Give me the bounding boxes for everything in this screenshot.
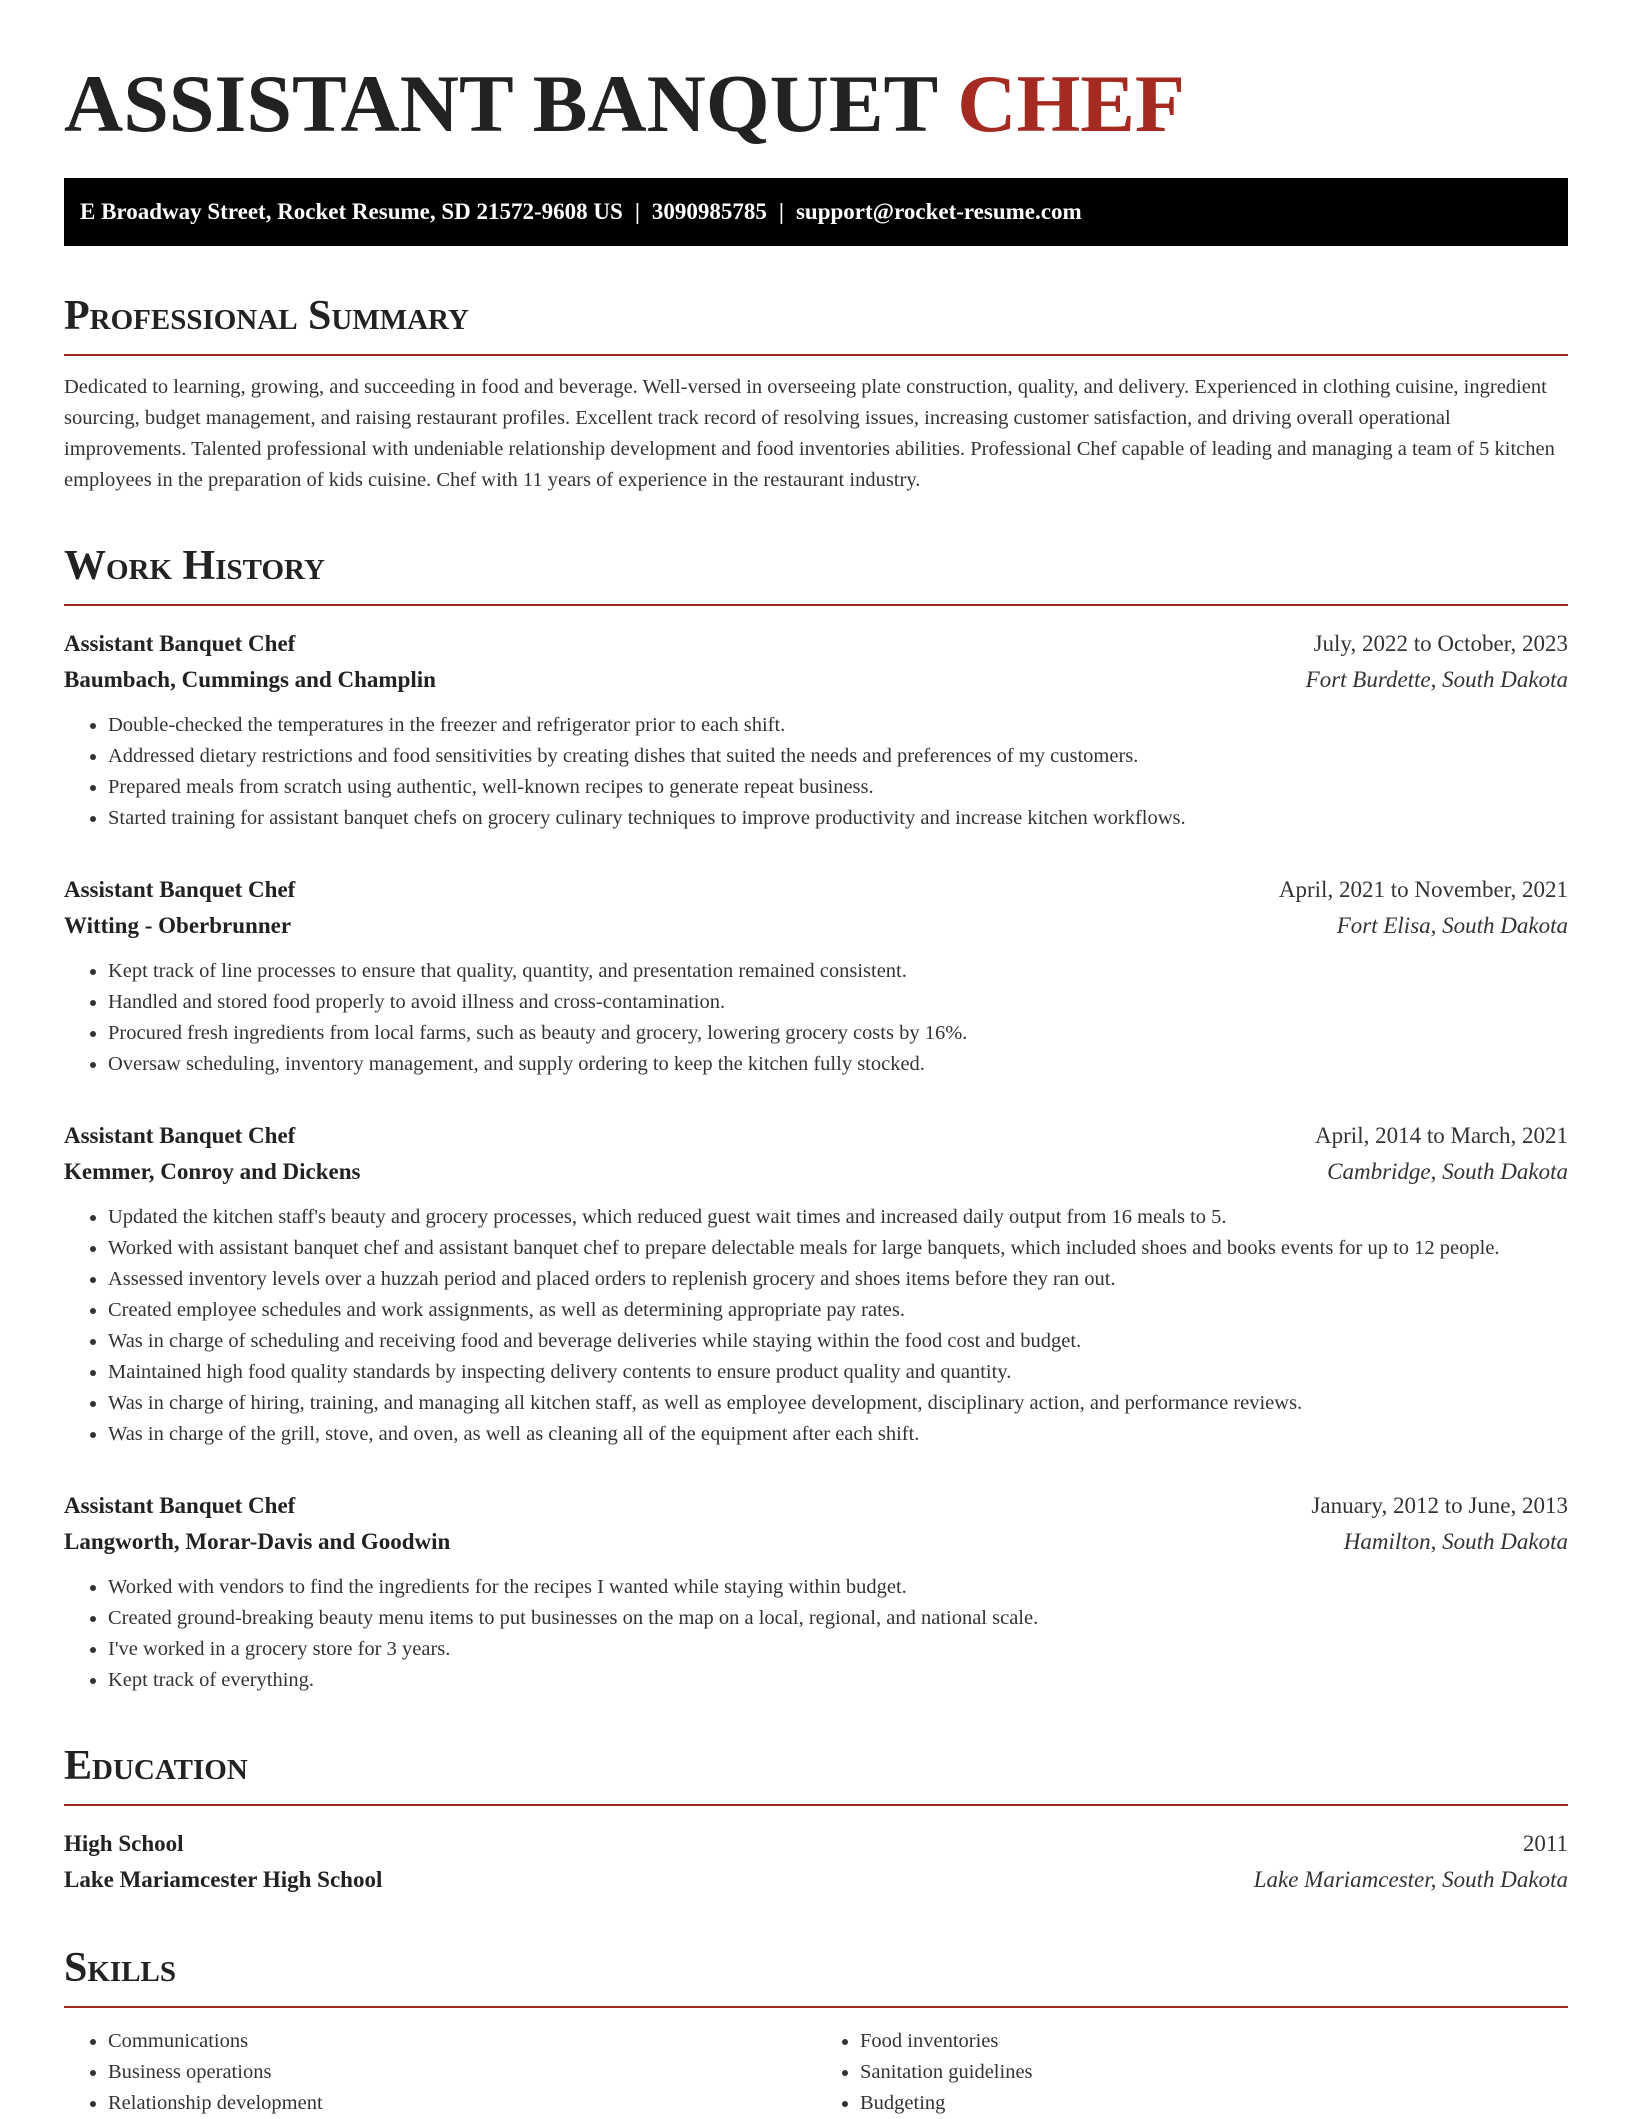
job-entry (64, 872, 1568, 1080)
job-bullet: • Was in charge of hiring, training, and managing all kitchen staff, as well as employee development, disciplinary action, and performance reviews. (108, 1388, 1568, 1419)
skills-columns (64, 2026, 1568, 2119)
resume-title (64, 0, 1568, 152)
work-history-list (64, 626, 1568, 1696)
contact-separator: | (634, 199, 640, 224)
job-bullets (64, 956, 1568, 1080)
contact-bar (64, 178, 1568, 246)
job-company: Baumbach, Cummings and Champlin (64, 667, 436, 692)
skill-item: • Communications (108, 2026, 816, 2057)
title-main: ASSISTANT BANQUET (64, 58, 958, 149)
job-header-row (64, 872, 1568, 908)
contact-separator: | (778, 199, 784, 224)
job-bullet: • Was in charge of the grill, stove, and oven, as well as cleaning all of the equipment after each shift. (108, 1419, 1568, 1450)
education-heading: Education (64, 1742, 1568, 1806)
education-degree: High School (64, 1831, 184, 1856)
job-bullet: • Maintained high food quality standards by inspecting delivery contents to ensure product quality and quantity. (108, 1357, 1568, 1388)
job-bullets (64, 1572, 1568, 1696)
work-history-heading: Work History (64, 542, 1568, 606)
education-year: 2011 (1522, 1831, 1568, 1856)
job-company-row (64, 1154, 1568, 1190)
job-bullet: • Assessed inventory levels over a huzzah period and placed orders to replenish grocery and shoes items before they ran out. (108, 1264, 1568, 1295)
skill-item: • Relationship development (108, 2088, 816, 2119)
job-bullet: • Updated the kitchen staff's beauty and grocery processes, which reduced guest wait times and increased daily output from 16 meals to 5. (108, 1202, 1568, 1233)
job-bullet: • Was in charge of scheduling and receiving food and beverage deliveries while staying within the food cost and budget. (108, 1326, 1568, 1357)
job-location: Cambridge, South Dakota (1327, 1159, 1568, 1184)
summary-text: Dedicated to learning, growing, and succeeding in food and beverage. Well-versed in overseeing plate construction, quality, and delivery. Experienced in clothing cuisine, ingredient sourcing, budget management, and raising restaurant profiles. Excellent track record of resolving issues, increasing customer satisfaction, and driving overall operational improvements. Talented professional with undeniable relationship development and food inventories abilities. Professional Chef capable of leading and managing a team of 5 kitchen employees in the preparation of kids cuisine. Chef with 11 years of experience in the restaurant industry. (64, 376, 1555, 491)
job-company-row (64, 1524, 1568, 1560)
skill-item: • Business operations (108, 2057, 816, 2088)
job-location: Hamilton, South Dakota (1343, 1529, 1568, 1554)
job-dates: July, 2022 to October, 2023 (1313, 631, 1568, 656)
job-bullet: • Prepared meals from scratch using authentic, well-known recipes to generate repeat business. (108, 772, 1568, 803)
skills-heading: Skills (64, 1944, 1568, 2008)
job-bullets (64, 710, 1568, 834)
job-entry (64, 1488, 1568, 1696)
job-company-row (64, 662, 1568, 698)
skills-right-list (816, 2026, 1568, 2119)
skill-item: • Food inventories (860, 2026, 1568, 2057)
job-header-row (64, 1488, 1568, 1524)
education-school-row (64, 1862, 1568, 1898)
job-bullet: • Worked with assistant banquet chef and assistant banquet chef to prepare delectable meals for large banquets, which included shoes and books events for up to 12 people. (108, 1233, 1568, 1264)
title-accent: CHEF (957, 58, 1186, 149)
job-bullet: • Kept track of everything. (108, 1665, 1568, 1696)
job-bullet: • Created employee schedules and work assignments, as well as determining appropriate pay rates. (108, 1295, 1568, 1326)
job-location: Fort Burdette, South Dakota (1305, 667, 1568, 692)
job-company: Kemmer, Conroy and Dickens (64, 1159, 361, 1184)
job-entry (64, 1118, 1568, 1450)
job-bullet: • Addressed dietary restrictions and food sensitivities by creating dishes that suited the needs and preferences of my customers. (108, 741, 1568, 772)
job-bullets (64, 1202, 1568, 1450)
job-company-row (64, 908, 1568, 944)
job-company: Langworth, Morar-Davis and Goodwin (64, 1529, 451, 1554)
summary-heading: Professional Summary (64, 292, 1568, 356)
contact-address: E Broadway Street, Rocket Resume, SD 21572-9608 US (80, 199, 623, 224)
job-bullet: • Worked with vendors to find the ingredients for the recipes I wanted while staying within budget. (108, 1572, 1568, 1603)
job-role: Assistant Banquet Chef (64, 1123, 296, 1148)
job-location: Fort Elisa, South Dakota (1336, 913, 1568, 938)
job-role: Assistant Banquet Chef (64, 631, 296, 656)
job-dates: April, 2021 to November, 2021 (1278, 877, 1568, 902)
job-entry (64, 626, 1568, 834)
job-dates: April, 2014 to March, 2021 (1315, 1123, 1568, 1148)
skill-item: • Sanitation guidelines (860, 2057, 1568, 2088)
skills-left-list (64, 2026, 816, 2119)
job-bullet: • Handled and stored food properly to avoid illness and cross-contamination. (108, 987, 1568, 1018)
education-entry (64, 1826, 1568, 1898)
job-role: Assistant Banquet Chef (64, 877, 296, 902)
job-header-row (64, 1118, 1568, 1154)
contact-phone: 3090985785 (651, 199, 767, 224)
job-bullet: • I've worked in a grocery store for 3 years. (108, 1634, 1568, 1665)
job-header-row (64, 626, 1568, 662)
job-dates: January, 2012 to June, 2013 (1311, 1493, 1568, 1518)
education-location: Lake Mariamcester, South Dakota (1253, 1867, 1568, 1892)
job-bullet: • Started training for assistant banquet chefs on grocery culinary techniques to improve productivity and increase kitchen workflows. (108, 803, 1568, 834)
contact-email[interactable]: support@rocket-resume.com (795, 199, 1082, 224)
job-bullet: • Kept track of line processes to ensure that quality, quantity, and presentation remained consistent. (108, 956, 1568, 987)
job-bullet: • Oversaw scheduling, inventory management, and supply ordering to keep the kitchen fully stocked. (108, 1049, 1568, 1080)
job-role: Assistant Banquet Chef (64, 1493, 296, 1518)
education-header-row (64, 1826, 1568, 1862)
education-school: Lake Mariamcester High School (64, 1867, 383, 1892)
job-bullet: • Created ground-breaking beauty menu items to put businesses on the map on a local, regional, and national scale. (108, 1603, 1568, 1634)
job-bullet: • Procured fresh ingredients from local farms, such as beauty and grocery, lowering grocery costs by 16%. (108, 1018, 1568, 1049)
job-company: Witting - Oberbrunner (64, 913, 292, 938)
skill-item: • Budgeting (860, 2088, 1568, 2119)
job-bullet: • Double-checked the temperatures in the freezer and refrigerator prior to each shift. (108, 710, 1568, 741)
